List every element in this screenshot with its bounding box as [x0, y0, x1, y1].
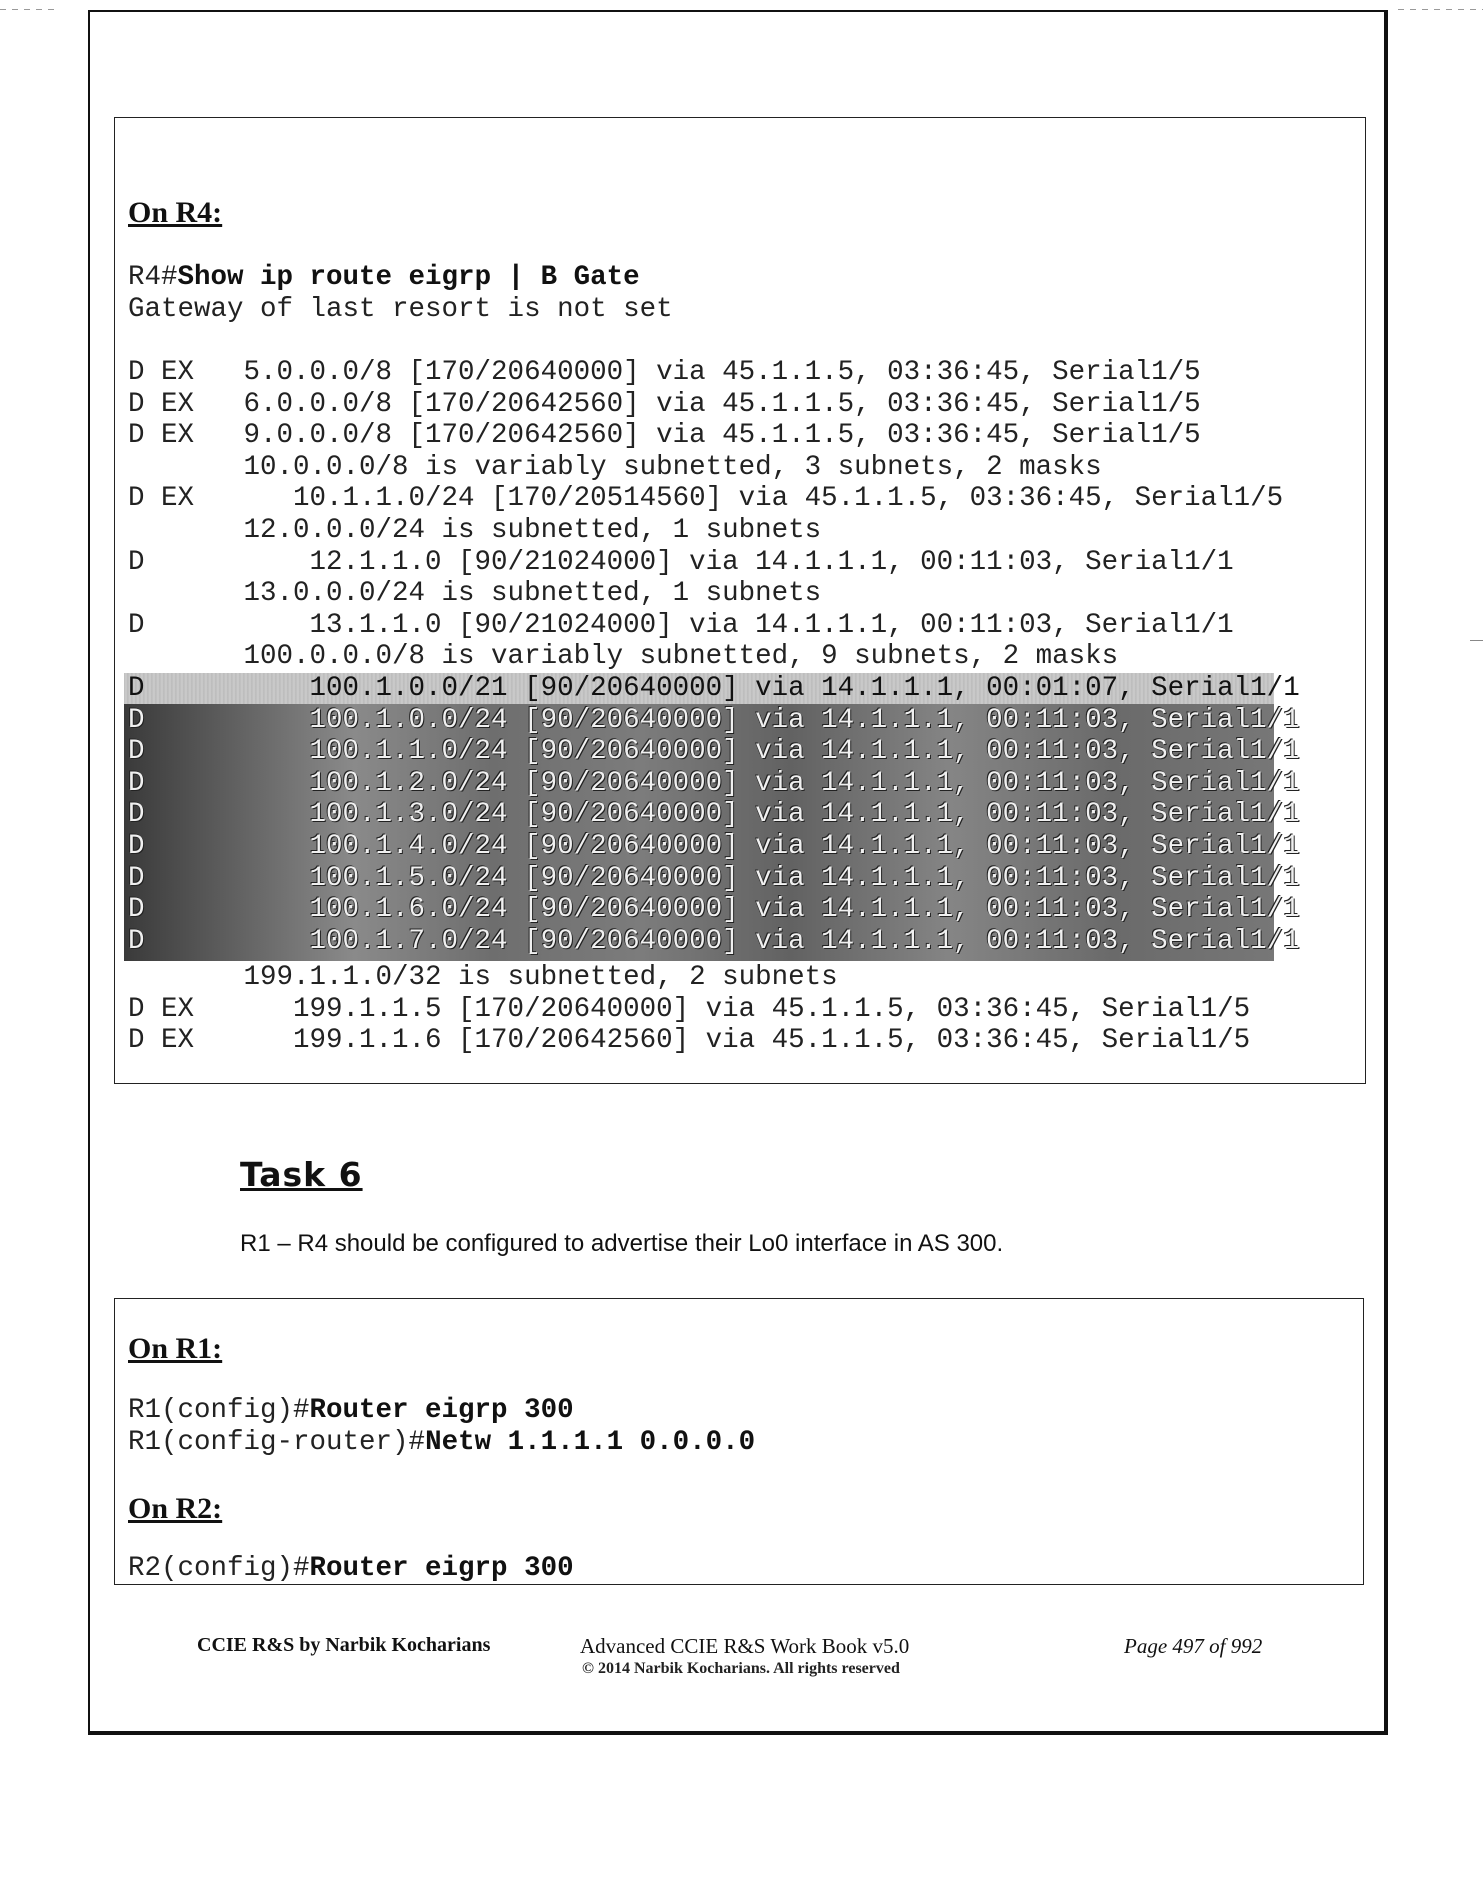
highlighted-routes	[124, 673, 1300, 961]
highlighted-route-line: D 100.1.2.0/24 [90/20640000] via 14.1.1.1, 00:11:03, Serial1/1	[128, 767, 1300, 799]
route-line: D EX 199.1.1.5 [170/20640000] via 45.1.1.5, 03:36:45, Serial1/5	[128, 993, 1251, 1025]
task-title: Task 6	[240, 1155, 363, 1194]
cli-command: Show ip route eigrp | B Gate	[177, 262, 640, 293]
route-line: D EX 5.0.0.0/8 [170/20640000] via 45.1.1.5, 03:36:45, Serial1/5	[128, 357, 1201, 388]
route-line: 12.0.0.0/24 is subnetted, 1 subnets	[128, 515, 822, 546]
cli-prompt: R1(config)#	[128, 1395, 310, 1426]
cli-prompt: R1(config-router)#	[128, 1427, 426, 1458]
route-line: D EX 9.0.0.0/8 [170/20642560] via 45.1.1.5, 03:36:45, Serial1/5	[128, 420, 1201, 452]
route-line: 100.0.0.0/8 is variably subnetted, 9 subnets, 2 masks	[128, 641, 1119, 673]
section-heading-r2: On R2:	[128, 1492, 223, 1525]
scan-edge-mark	[1398, 9, 1483, 10]
scan-edge-mark	[1470, 640, 1483, 641]
highlighted-route-line: D 100.1.4.0/24 [90/20640000] via 14.1.1.1, 00:11:03, Serial1/1	[128, 831, 1300, 862]
highlighted-route-line: D 100.1.1.0/24 [90/20640000] via 14.1.1.1, 00:11:03, Serial1/1	[128, 736, 1300, 768]
footer-page-number: Page 497 of 992	[1124, 1634, 1263, 1658]
route-line: D EX 10.1.1.0/24 [170/20514560] via 45.1.1.5, 03:36:45, Serial1/5	[128, 483, 1284, 515]
route-line: D EX 199.1.1.6 [170/20642560] via 45.1.1.5, 03:36:45, Serial1/5	[128, 1025, 1251, 1057]
highlighted-route-line: D 100.1.6.0/24 [90/20640000] via 14.1.1.1, 00:11:03, Serial1/1	[128, 894, 1300, 926]
highlighted-route-line: D 100.1.0.0/24 [90/20640000] via 14.1.1.1, 00:11:03, Serial1/1	[128, 704, 1300, 736]
route-line: 10.0.0.0/8 is variably subnetted, 3 subnets, 2 masks	[128, 451, 1102, 483]
highlighted-route-line: D 100.1.7.0/24 [90/20640000] via 14.1.1.1, 00:11:03, Serial1/1	[128, 925, 1300, 957]
cli-prompt: R2(config)#	[128, 1553, 310, 1584]
r1-config-line-1	[128, 1395, 574, 1427]
cli-prompt: R4#	[128, 262, 178, 293]
footer-book-title: Advanced CCIE R&S Work Book v5.0	[580, 1634, 910, 1658]
cli-command: Router eigrp 300	[309, 1395, 574, 1426]
route-line: 199.1.1.0/32 is subnetted, 2 subnets	[128, 962, 838, 993]
highlighted-route-line: D 100.1.3.0/24 [90/20640000] via 14.1.1.1, 00:11:03, Serial1/1	[128, 799, 1300, 831]
cli-command: Router eigrp 300	[309, 1553, 574, 1584]
r2-config-line-1	[128, 1553, 574, 1585]
r4-command-line	[128, 262, 640, 294]
route-line: 13.0.0.0/24 is subnetted, 1 subnets	[128, 578, 822, 610]
footer-author: CCIE R&S by Narbik Kocharians	[197, 1634, 491, 1656]
route-line: D 12.1.1.0 [90/21024000] via 14.1.1.1, 00:11:03, Serial1/1	[128, 546, 1234, 578]
scan-edge-mark	[0, 9, 60, 10]
highlighted-route-line: D 100.1.0.0/21 [90/20640000] via 14.1.1.1, 00:01:07, Serial1/1	[128, 673, 1300, 704]
gateway-line: Gateway of last resort is not set	[128, 294, 673, 325]
section-heading-r1: On R1:	[128, 1332, 223, 1365]
route-line: D 13.1.1.0 [90/21024000] via 14.1.1.1, 00:11:03, Serial1/1	[128, 609, 1234, 641]
task-description: R1 – R4 should be configured to advertise their Lo0 interface in AS 300.	[240, 1230, 1004, 1257]
section-heading-r4: On R4:	[128, 196, 223, 229]
footer-copyright: © 2014 Narbik Kocharians. All rights reserved	[582, 1660, 900, 1677]
r1-config-line-2	[128, 1427, 755, 1459]
highlighted-route-line: D 100.1.5.0/24 [90/20640000] via 14.1.1.1, 00:11:03, Serial1/1	[128, 862, 1300, 894]
route-line: D EX 6.0.0.0/8 [170/20642560] via 45.1.1.5, 03:36:45, Serial1/5	[128, 388, 1201, 420]
cli-command: Netw 1.1.1.1 0.0.0.0	[425, 1427, 756, 1458]
